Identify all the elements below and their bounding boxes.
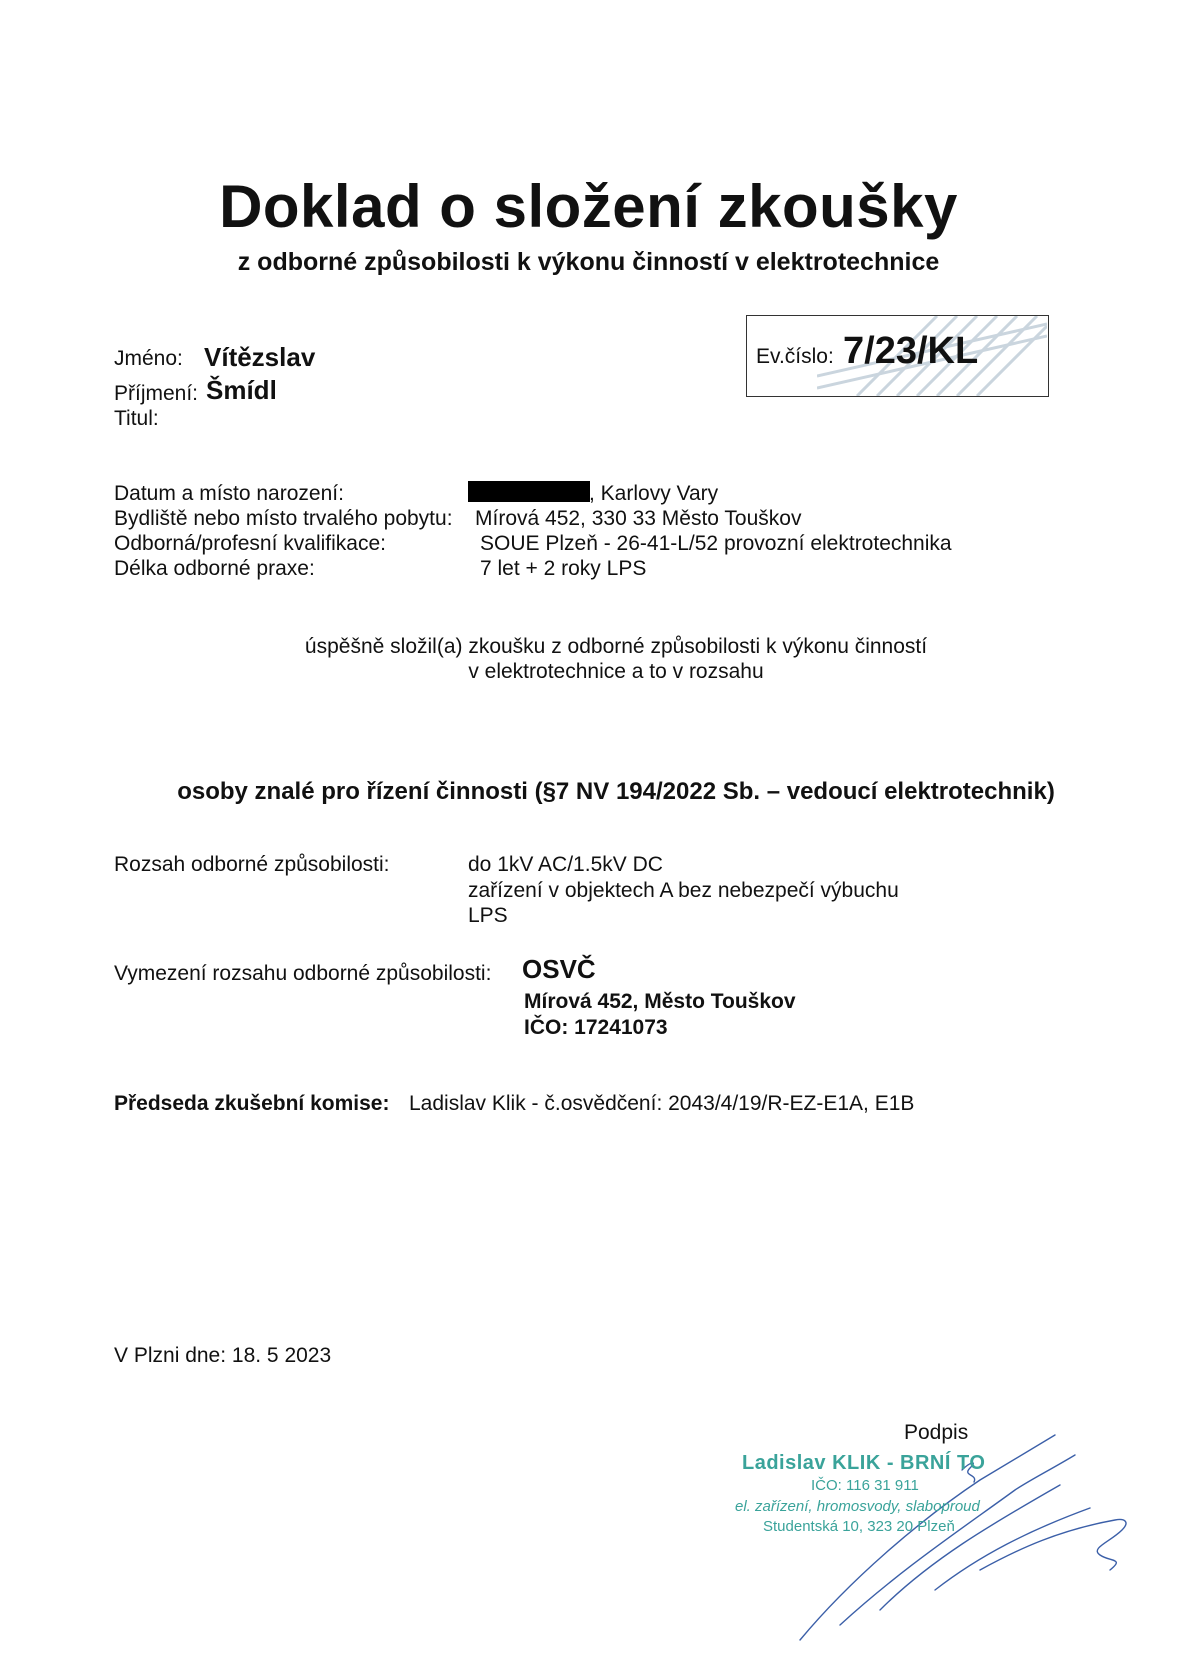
qualification-label: Odborná/profesní kvalifikace: xyxy=(114,532,386,555)
statement-line-1: úspěšně složil(a) zkoušku z odborné způsobilosti k výkonu činností xyxy=(304,635,928,658)
birth-label: Datum a místo narození: xyxy=(114,482,344,505)
limit-label: Vymezení rozsahu odborné způsobilosti: xyxy=(114,962,492,985)
range-item-1: do 1kV AC/1.5kV DC xyxy=(468,853,663,876)
document-title: Doklad o složení zkoušky xyxy=(219,173,958,240)
practice-label: Délka odborné praxe: xyxy=(114,557,315,580)
practice-value: 7 let + 2 roky LPS xyxy=(480,557,647,580)
limit-address: Mírová 452, Město Touškov xyxy=(524,990,796,1013)
stamp-services: el. zařízení, hromosvody, slaboproud xyxy=(735,1498,980,1515)
stamp-name: Ladislav KLIK - BRNÍ TO xyxy=(742,1452,986,1474)
signature-label: Podpis xyxy=(904,1421,969,1444)
first-name-label: Jméno: xyxy=(114,347,183,370)
statement-line-2: v elektrotechnice a to v rozsahu xyxy=(468,660,764,683)
document-subtitle: z odborné způsobilosti k výkonu činností v elektrotechnice xyxy=(237,248,940,276)
qualification-value: SOUE Plzeň - 26-41-L/52 provozní elektrotechnika xyxy=(480,532,952,555)
residence-value: Mírová 452, 330 33 Město Touškov xyxy=(475,507,802,530)
first-name-value: Vítězslav xyxy=(204,342,316,372)
date-line: V Plzni dne: 18. 5 2023 xyxy=(114,1344,332,1367)
birth-place: , Karlovy Vary xyxy=(589,482,719,505)
last-name-value: Šmídl xyxy=(206,375,277,405)
last-name-label: Příjmení: xyxy=(114,382,199,405)
registration-box xyxy=(746,315,1049,397)
stamp-address: Studentská 10, 323 20 Plzeň xyxy=(763,1518,955,1535)
registration-label: Ev.číslo: xyxy=(756,345,834,368)
committee-value: Ladislav Klik - č.osvědčení: 2043/4/19/R-EZ-E1A, E1B xyxy=(409,1092,915,1115)
redacted-birth-date xyxy=(468,481,590,502)
range-item-2: zařízení v objektech A bez nebezpečí výbuchu xyxy=(468,879,899,902)
registration-number: 7/23/KL xyxy=(843,330,979,372)
residence-label: Bydliště nebo místo trvalého pobytu: xyxy=(114,507,453,530)
limit-title: OSVČ xyxy=(522,954,596,984)
limit-ico: IČO: 17241073 xyxy=(524,1016,668,1039)
range-item-3: LPS xyxy=(468,904,508,927)
title-label: Titul: xyxy=(114,407,159,430)
scope-heading: osoby znalé pro řízení činnosti (§7 NV 194/2022 Sb. – vedoucí elektrotechnik) xyxy=(177,778,1055,805)
stamp-ico: IČO: 116 31 911 xyxy=(811,1477,919,1494)
committee-label: Předseda zkušební komise: xyxy=(114,1092,390,1115)
range-label: Rozsah odborné způsobilosti: xyxy=(114,853,390,876)
